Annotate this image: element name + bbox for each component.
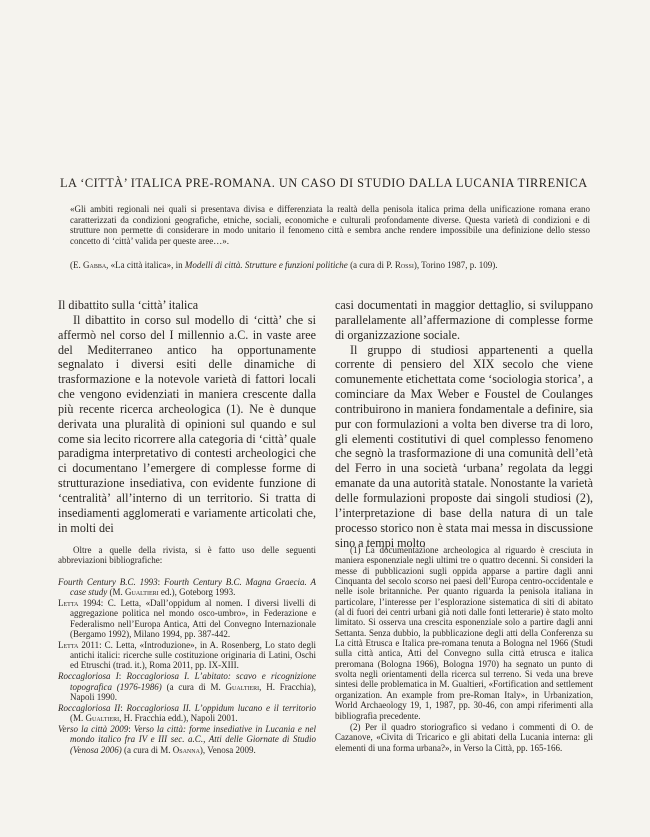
footnote-2: (2) Per il quadro storiografico si vedano i commenti di O. de Cazanove, «Civita di Tricarico e gli abitati della Lucania interna: gli elementi di una forma urbana?», in Verso la Città, pp. 165-166. [335, 721, 593, 753]
paragraph: Il dibattito in corso sul modello di ‘città’ che si affermò nel corso del I millennio a.C. in vaste aree del Mediterraneo antico ha opportunamente segnalato i diversi esiti delle dinamiche di trasformazione e la notevole varietà di fattori locali che vengono evidenziati in maniera crescente dalla più recente ricerca archeologica (1). Ne è dunque derivata una pluralità di opinioni sul quando e sul come sia lecito ricorrere alla categoria di ‘città’ quale paradigma interpretativo di contesti archeologici che ci documentano l’emergere di complesse forme di strutturazione insediativa, con evidente funzione di ‘centralità’ all’interno di un territorio. Si tratta di insediamenti agglomerati e variamente articolati che, in molti dei [58, 312, 316, 535]
numbered-footnotes [335, 545, 593, 754]
citation-author: Gabba [83, 260, 107, 270]
abbreviation-entry: Verso la città 2009: Verso la città: forme insediative in Lucania e nel mondo italico fra IV e III sec. a.C., Atti delle Giornate di Studio (Venosa 2006) (a cura di M. Osanna), Venosa 2009. [58, 724, 316, 755]
article-title: LA ‘CITTÀ’ ITALICA PRE-ROMANA. UN CASO DI STUDIO DALLA LUCANIA TIRRENICA [60, 176, 588, 190]
abbreviation-entry: Roccagloriosa II: Roccagloriosa II. L’oppidum lucano e il territorio (M. Gualtieri, H. Fracchia edd.), Napoli 2001. [58, 702, 316, 724]
footnote-1: (1) La documentazione archeologica al riguardo è cresciuta in maniera esponenziale negli ultimi tre o quattro decenni. Si consideri la messe di pubblicazioni sugli oppida apparse a partire dagli anni Cinquanta del secolo scorso nei paesi dell’Europa centro-occidentale e nelle isole britanniche. Per quanto riguarda la penisola italiana in particolare, l’interesse per l’esplorazione sistematica di siti di abitato (al di fuori dei centri urbani già noti dalle fonti letterarie) è stato molto limitato. Si osserva una crescita esponenziale solo a partire dagli anni Settanta. Senza dubbio, la pubblicazione degli atti della Conferenza su La città Etrusca e Italica pre-romana tenuta a Bologna nel 1966 (Studi sulla città antica, Atti del Convegno sulla città etrusca e italica preromana (Bologna 1966), Bologna 1970) ha segnato un punto di svolta negli orientamenti della ricerca sul terreno. Si veda una breve sintesi delle problematica in M. Gualtieri, «Fortification and settlement organization. An example from pre-Roman Italy», in Urbanization, World Archaeology 19, 1, 1987, pp. 30-46, con ampi riferimenti alla bibliografia precedente. [335, 545, 593, 721]
abbreviation-entry: Letta 2011: C. Letta, «Introduzione», in A. Rosenberg, Lo stato degli antichi italici: ricerche sulle costituzione originaria di Latini, Oschi ed Etruschi (trad. it.), Roma 2011, pp. IX-XIII. [58, 639, 316, 671]
section-heading: Il dibattito sulla ‘città’ italica [58, 298, 199, 312]
abbreviations-footnotes [58, 545, 316, 756]
citation-work: Modelli di città. Strutture e funzioni politiche [184, 260, 348, 270]
citation-mid: , «La città italica», in [106, 260, 185, 270]
abbreviation-entry: Fourth Century B.C. 1993: Fourth Century B.C. Magna Graecia. A case study (M. Gualtieri ed.), Goteborg 1993. [58, 576, 316, 598]
main-text-left-column [58, 298, 316, 536]
paragraph: Il gruppo di studiosi appartenenti a quella corrente di pensiero del XIX secolo che viene comunemente etichettata come ‘sociologia storica’, a cominciare da Max Weber e Foustel de Coulanges contribuirono in maniera fondamentale a definire, sia pur con formulazioni a volta ben diverse tra di loro, gli elementi costitutivi di quel complesso fenomeno che segnò la trasformazione di una comunità dell’età del Ferro in una società ‘urbana’ regolata da leggi emanate da una autorità statale. Nonostante la varietà delle formulazioni proposte dai singoli studiosi (2), l’interpretazione di base della natura di un tale processo storico non è stata mai messa in discussione sino a tempi molto [335, 342, 593, 550]
main-text-right-column [335, 298, 593, 550]
abbreviation-entry: Roccagloriosa I: Roccagloriosa I. L’abitato: scavo e ricognizione topografica (1976-1986) (a cura di M. Gualtieri, H. Fracchia), Napoli 1990. [58, 671, 316, 702]
citation-close: ), Torino 1987, p. 109). [413, 260, 498, 270]
epigraph-citation [70, 260, 600, 271]
citation-editor: Rossi [394, 260, 414, 270]
citation-end: (a cura di P. [347, 260, 395, 270]
paragraph: casi documentati in maggior dettaglio, si sviluppano parallelamente all’affermazione di complesse forme di organizzazione sociale. [335, 298, 593, 342]
abbreviation-entry: Letta 1994: C. Letta, «Dall’oppidum al nomen. I diversi livelli di aggregazione politica nel mondo osco-umbro», in Federazione e Federalismo nell’Europa Antica, Atti del Convegno Internazionale (Bergamo 1992), Milano 1994, pp. 387-442. [58, 597, 316, 639]
abbreviations-intro: Oltre a quelle della rivista, si è fatto uso delle seguenti abbreviazioni bibliografiche: [58, 545, 316, 566]
citation-open: (E. [70, 260, 83, 270]
epigraph-quote: «Gli ambiti regionali nei quali si presentava divisa e differenziata la realtà della penisola italica prima della unificazione romana erano caratterizzati da condizioni geografiche, etniche, sociali, economiche e culturali profondamente diverse. Questa varietà di condizioni e di strutture non permette di considerare in modo unitario il fenomeno città e sembra anche rendere impossibile una definizione dello stesso concetto di ‘città’ valida per queste aree…». [70, 204, 590, 246]
